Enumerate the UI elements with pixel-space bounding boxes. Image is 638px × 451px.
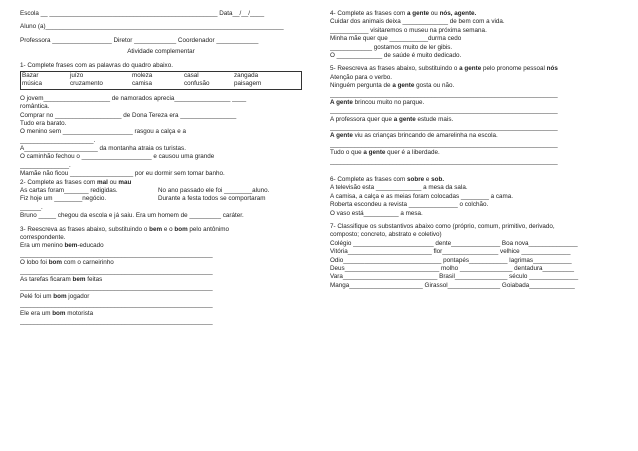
q7-line: Vara___________________________ Brasil_______________ século ______________ xyxy=(330,273,579,281)
q1-line: O menino sem ____________________ rasgou a calça e a xyxy=(20,128,186,136)
q6-line: A televisão esta _____________ a mesa da sala. xyxy=(330,184,468,192)
word: Bazar xyxy=(22,71,39,79)
q1-line: _____________________. xyxy=(20,136,96,144)
q2-line: As cartas foram_______ redigidas. No ano passado ele foi ________aluno. xyxy=(20,187,270,195)
answer-line: _________________________________________________________________ xyxy=(330,124,558,132)
answer-line: _______________________________________________________ xyxy=(20,267,213,275)
q5-item: A gente brincou muito no parque. xyxy=(330,98,425,106)
q1-line: A_____________________ da montanha atraia os turistas. xyxy=(20,145,186,153)
header-staff-line: Professora _________________ Diretor ____________ Coordenador ____________ xyxy=(20,36,259,44)
q2-title: 2- Complete as frases com mal ou mau xyxy=(20,178,132,186)
q3-title: 3- Reescreva as frases abaixo, substituindo o bem e o bom pelo antônimo xyxy=(20,225,229,233)
word: moleza xyxy=(132,71,153,79)
q1-line: O jovem___________________ de namorados aprecia________________ ____ xyxy=(20,94,247,102)
q1-line: Comprar no ___________________ de Dona Tereza era ________________ xyxy=(20,111,237,119)
answer-line: _________________________________________________________________ xyxy=(330,157,558,165)
q5-item: Ninguém pergunta de a gente gosta ou não. xyxy=(330,82,455,90)
word: juízo xyxy=(70,71,84,79)
q1-line: Tudo era barato. xyxy=(20,119,67,127)
word: casal xyxy=(184,71,199,79)
header-school-line: Escola __ ________________________________________________ Data__/__/____ xyxy=(20,10,265,17)
q6-title: 6- Complete as frases com sobre e sob. xyxy=(330,176,445,184)
q3-item: O lobo foi bom com o carneirinho xyxy=(20,259,114,267)
word: música xyxy=(22,80,42,88)
q1-line: ______________. xyxy=(20,161,71,169)
q1-title: 1- Complete frases com as palavras do quadro abaixo. xyxy=(20,61,173,69)
answer-line: _______________________________________________________ xyxy=(20,301,213,309)
q7-line: Manga_____________________ Girassol_______________ Goiabada_____________ xyxy=(330,281,575,289)
q4-line: O _____________ de saúde é muito dedicado. xyxy=(330,51,462,59)
q3-item: Era um menino bem-educado xyxy=(20,242,104,250)
q3-title-continued: correspondente. xyxy=(20,233,66,241)
activity-title: Atividade complementar xyxy=(127,48,195,56)
q7-line: Vitória________________________ flor________________ velhice ______________ xyxy=(330,248,571,256)
q2-line: Fiz hoje um ________negócio. Durante a festa todos se comportaram xyxy=(20,195,266,203)
word: cruzamento xyxy=(70,80,103,88)
q5-note: Atenção para o verbo. xyxy=(330,73,392,81)
q7-line: Ódio____________________________ pontapés___________ lagrimas___________ xyxy=(330,256,572,264)
word: camisa xyxy=(132,80,152,88)
q4-line: ____________ gostamos muito de ler gibis. xyxy=(330,43,453,51)
q4-line: Minha mãe quer que ___________durma cedo xyxy=(330,35,462,43)
q5-item: A professora quer que a gente estude mais. xyxy=(330,115,454,123)
word: confusão xyxy=(184,80,210,88)
q1-line: O caminhão fechou o ____________________ e causou uma grande xyxy=(20,153,215,161)
q1-line: romântica. xyxy=(20,103,50,111)
answer-line: _________________________________________________________________ xyxy=(330,90,558,98)
q2-line: Bruno _____ chegou da escola e já saiu. Era um homem de _________ caráter. xyxy=(20,212,244,220)
answer-line: _________________________________________________________________ xyxy=(330,140,558,148)
header-student-line: Aluno (a)____________________________________________________________________ xyxy=(20,23,284,31)
q7-title-continued: composto; concreto, abstrato e coletivo) xyxy=(330,231,442,239)
answer-line: _______________________________________________________ xyxy=(20,250,213,258)
word-box-row-1 xyxy=(21,72,301,80)
q5-title: 5- Reescreva as frases abaixo, substituindo o a gente pelo pronome pessoal nós xyxy=(330,65,558,73)
word-box xyxy=(20,71,302,90)
word: paisagem xyxy=(234,80,262,88)
answer-line: _________________________________________________________________ xyxy=(330,107,558,115)
q2-line: ______. xyxy=(20,203,43,211)
q7-line: Deus___________________________ molho _______________ dentadura_________ xyxy=(330,264,575,272)
q3-item: Ele era um bom motorista xyxy=(20,309,94,317)
q1-line: Mamãe não ficou __________________ por eu dormir sem tomar banho. xyxy=(20,170,225,178)
q6-line: O vaso está__________ a mesa. xyxy=(330,209,423,217)
q4-line: ___________ visitaremos o museu na próxima semana. xyxy=(330,26,487,34)
word-box-row-2 xyxy=(21,80,301,88)
q7-line: Colégio _______________________ dente______________ Boa nova______________ xyxy=(330,239,578,247)
right-column xyxy=(330,10,620,290)
left-column xyxy=(20,10,302,326)
answer-line: _______________________________________________________ xyxy=(20,284,213,292)
q5-item: Tudo o que a gente quer é a liberdade. xyxy=(330,149,440,157)
q6-line: Roberta escondeu a revista ______________ o colchão. xyxy=(330,201,489,209)
word: zangada xyxy=(234,71,259,79)
q4-line: Cuidar dos animais deixa _____________ de bem com a vida. xyxy=(330,18,505,26)
answer-line: _______________________________________________________ xyxy=(20,317,213,325)
q6-line: A camisa, a calça e as meias foram colocadas ________ a cama. xyxy=(330,192,514,200)
q3-item: Pelé foi um bom jogador xyxy=(20,292,90,300)
q7-title: 7- Classifique os substantivos abaixo como (próprio, comum, primitivo, derivado, xyxy=(330,222,555,230)
q5-item: A gente viu as crianças brincando de amarelinha na escola. xyxy=(330,132,498,140)
q3-item: As tarefas ficaram bem feitas xyxy=(20,275,103,283)
q4-title: 4- Complete as frases com a gente ou nós, agente. xyxy=(330,10,477,17)
